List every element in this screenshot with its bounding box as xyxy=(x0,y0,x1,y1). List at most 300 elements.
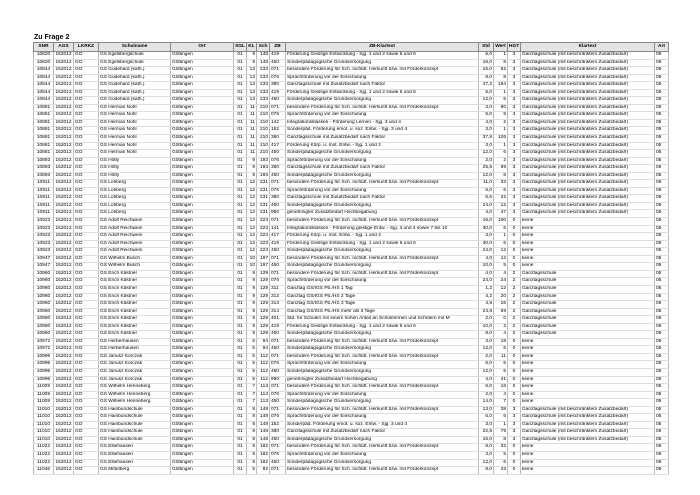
cell-wert: 2 xyxy=(494,119,508,127)
cell-snr: 10960 xyxy=(34,308,54,316)
cell-kl: 13 xyxy=(247,89,257,97)
cell-zb: 450 xyxy=(270,399,286,407)
cell-wert: 6 xyxy=(494,225,508,233)
cell-zb: 450 xyxy=(270,150,286,158)
cell-lkrkz: GÖ xyxy=(74,225,99,233)
cell-kl: 5 xyxy=(247,467,257,475)
cell-ort: Göttingen xyxy=(171,376,234,384)
cell-art: 05 xyxy=(655,225,669,233)
header-sch: Sch xyxy=(257,43,270,52)
cell-sgl: 01 xyxy=(234,421,247,429)
cell-std: 8,0 xyxy=(479,467,494,475)
cell-kl: 8 xyxy=(247,451,257,459)
cell-zb: 076 xyxy=(270,278,286,286)
cell-sch: 233 xyxy=(257,82,270,90)
table-row xyxy=(34,165,669,173)
cell-art: 05 xyxy=(655,165,669,173)
cell-klartext: Ganztagsschule (mit beschränktem Zusatzbedarf) xyxy=(521,67,655,75)
cell-snr: 10820 xyxy=(34,52,54,60)
cell-wert: 1 xyxy=(494,421,508,429)
cell-zb: 076 xyxy=(270,187,286,195)
cell-wert: 79 xyxy=(494,429,508,437)
cell-lkrkz: GÖ xyxy=(74,293,99,301)
table-row xyxy=(34,180,669,188)
table-row xyxy=(34,225,669,233)
cell-wert: 5 xyxy=(494,263,508,271)
cell-snr: 10844 xyxy=(34,67,54,75)
cell-sch: 94 xyxy=(257,338,270,346)
cell-art: 05 xyxy=(655,210,669,218)
cell-art: 05 xyxy=(655,278,669,286)
header-zb-klartext: ZB-Klartext xyxy=(286,43,479,52)
cell-schulname: GS Wilhelm Henneberg xyxy=(99,391,171,399)
cell-kl: 6 xyxy=(247,346,257,354)
cell-klartext: Ganztagsschule xyxy=(521,323,655,331)
cell-wert: 47 xyxy=(494,210,508,218)
cell-sgl: 01 xyxy=(234,97,247,105)
cell-snr: 10996 xyxy=(34,361,54,369)
cell-sgl: 01 xyxy=(234,338,247,346)
cell-sgl: 01 xyxy=(234,59,247,67)
cell-hgt: 3 xyxy=(508,195,521,203)
cell-sgl: 01 xyxy=(234,195,247,203)
cell-ort: Göttingen xyxy=(171,195,234,203)
cell-klartext: keine xyxy=(521,240,655,248)
cell-ags: 152012 xyxy=(54,368,74,376)
cell-ort: Göttingen xyxy=(171,331,234,339)
cell-lkrkz: GÖ xyxy=(74,180,99,188)
cell-zb: 071 xyxy=(270,467,286,475)
cell-schulname: GS Herman Nohl xyxy=(99,150,171,158)
cell-art: 05 xyxy=(655,384,669,392)
cell-ort: Göttingen xyxy=(171,52,234,60)
cell-zb-klartext: Sprachförderung vor der Einschulung xyxy=(286,414,479,422)
cell-art: 05 xyxy=(655,368,669,376)
cell-klartext: keine xyxy=(521,444,655,452)
cell-zb: 071 xyxy=(270,384,286,392)
cell-hgt: 0 xyxy=(508,263,521,271)
cell-klartext: Ganztagsschule (mit beschränktem Zusatzbedarf) xyxy=(521,414,655,422)
cell-snr: 10960 xyxy=(34,293,54,301)
cell-zb-klartext: Sonderpädagogische Grundversorgung xyxy=(286,202,479,210)
table-row xyxy=(34,278,669,286)
cell-zb-klartext: Sonderpäd. Förderung emot. u. soz. Entw. - Sjg. 3 und 4 xyxy=(286,127,479,135)
cell-kl: 13 xyxy=(247,67,257,75)
cell-kl: 7 xyxy=(247,384,257,392)
cell-kl: 9 xyxy=(247,52,257,60)
cell-sch: 193 xyxy=(257,157,270,165)
cell-schulname: GS Herman Nohl xyxy=(99,135,171,143)
cell-sch: 182 xyxy=(257,451,270,459)
cell-ort: Göttingen xyxy=(171,104,234,112)
cell-hgt: 3 xyxy=(508,202,521,210)
cell-schulname: GS Adolf Reichwein xyxy=(99,225,171,233)
cell-schulname: GS Erich Kästner xyxy=(99,285,171,293)
cell-zb: 419 xyxy=(270,52,286,60)
cell-snr: 11009 xyxy=(34,399,54,407)
cell-hgt: 2 xyxy=(508,331,521,339)
cell-std: 24,0 xyxy=(479,248,494,256)
cell-hgt: 3 xyxy=(508,89,521,97)
cell-kl: 12 xyxy=(247,210,257,218)
cell-sgl: 01 xyxy=(234,225,247,233)
cell-kl: 6 xyxy=(247,338,257,346)
cell-kl: 8 xyxy=(247,406,257,414)
cell-hgt: 0 xyxy=(508,255,521,263)
cell-sch: 193 xyxy=(257,172,270,180)
cell-lkrkz: GÖ xyxy=(74,361,99,369)
cell-zb: 380 xyxy=(270,429,286,437)
cell-wert: 194 xyxy=(494,82,508,90)
cell-ags: 152012 xyxy=(54,436,74,444)
cell-lkrkz: GÖ xyxy=(74,119,99,127)
cell-wert: 6 xyxy=(494,346,508,354)
cell-art: 05 xyxy=(655,89,669,97)
cell-hgt: 2 xyxy=(508,293,521,301)
cell-snr: 10996 xyxy=(34,353,54,361)
cell-std: 6,0 xyxy=(479,384,494,392)
cell-schulname: GS Hainbundschule xyxy=(99,436,171,444)
cell-std: 2,0 xyxy=(479,157,494,165)
cell-art: 05 xyxy=(655,421,669,429)
cell-snr: 10911 xyxy=(34,210,54,218)
cell-snr: 10911 xyxy=(34,187,54,195)
cell-snr: 10960 xyxy=(34,278,54,286)
cell-schulname: GS Elliehausen xyxy=(99,459,171,467)
cell-schulname: GS Erich Kästner xyxy=(99,323,171,331)
cell-schulname: GS Hainbundschule xyxy=(99,406,171,414)
table-row xyxy=(34,67,669,75)
cell-zb: 071 xyxy=(270,104,286,112)
cell-wert: 6 xyxy=(494,97,508,105)
cell-zb: 450 xyxy=(270,331,286,339)
cell-wert: 12 xyxy=(494,285,508,293)
cell-ort: Göttingen xyxy=(171,240,234,248)
cell-sch: 129 xyxy=(257,323,270,331)
cell-hgt: 3 xyxy=(508,150,521,158)
cell-sgl: 01 xyxy=(234,459,247,467)
table-row xyxy=(34,399,669,407)
cell-kl: 9 xyxy=(247,285,257,293)
cell-klartext: keine xyxy=(521,346,655,354)
table-row xyxy=(34,368,669,376)
cell-std: 8,0 xyxy=(479,74,494,82)
cell-sch: 129 xyxy=(257,270,270,278)
cell-lkrkz: GÖ xyxy=(74,240,99,248)
cell-ags: 152012 xyxy=(54,150,74,158)
cell-kl: 11 xyxy=(247,112,257,120)
cell-schulname: GS Wilhelm Henneberg xyxy=(99,384,171,392)
cell-sgl: 01 xyxy=(234,218,247,226)
cell-zb-klartext: besondere Förderung für Sch. nichtdt. Herkunft bzw. mit Förderkonzept xyxy=(286,338,479,346)
cell-schulname: GS Elliehausen xyxy=(99,451,171,459)
cell-sgl: 01 xyxy=(234,157,247,165)
cell-sgl: 01 xyxy=(234,127,247,135)
cell-ort: Göttingen xyxy=(171,82,234,90)
header-art: Art xyxy=(655,43,669,52)
cell-kl: 9 xyxy=(247,278,257,286)
cell-sch: 223 xyxy=(257,233,270,241)
cell-sch: 129 xyxy=(257,301,270,309)
cell-ags: 152012 xyxy=(54,301,74,309)
cell-schulname: GS Godehard (kath.) xyxy=(99,67,171,75)
cell-std: 4,0 xyxy=(479,376,494,384)
cell-zb-klartext: Sonderpäd. Förderung emot. u. soz. Entw. - Sjg. 3 und 4 xyxy=(286,421,479,429)
cell-ags: 152012 xyxy=(54,59,74,67)
cell-sch: 148 xyxy=(257,406,270,414)
cell-hgt: 3 xyxy=(508,421,521,429)
cell-snr: 10881 xyxy=(34,112,54,120)
cell-sgl: 01 xyxy=(234,270,247,278)
cell-lkrkz: GÖ xyxy=(74,301,99,309)
cell-lkrkz: GÖ xyxy=(74,112,99,120)
cell-klartext: Ganztagsschule (mit beschränktem Zusatzbedarf) xyxy=(521,187,655,195)
cell-kl: 12 xyxy=(247,187,257,195)
cell-schulname: GS Hölty xyxy=(99,165,171,173)
table-row xyxy=(34,406,669,414)
cell-ags: 152012 xyxy=(54,142,74,150)
cell-zb-klartext: Sonderpädagogische Grundversorgung xyxy=(286,172,479,180)
cell-lkrkz: GÖ xyxy=(74,172,99,180)
cell-lkrkz: GÖ xyxy=(74,127,99,135)
cell-lkrkz: GÖ xyxy=(74,429,99,437)
cell-sgl: 01 xyxy=(234,467,247,475)
cell-hgt: 0 xyxy=(508,346,521,354)
cell-zb-klartext: Förderung Geistige Entwicklung - Sjg. 1 und 2 sowie 5 und 6 xyxy=(286,240,479,248)
cell-sch: 223 xyxy=(257,240,270,248)
cell-wert: 4 xyxy=(494,331,508,339)
cell-kl: 12 xyxy=(247,225,257,233)
cell-zb-klartext: besondere Förderung für Sch. nichtdt. Herkunft bzw. mit Förderkonzept xyxy=(286,67,479,75)
cell-art: 05 xyxy=(655,436,669,444)
table-row xyxy=(34,444,669,452)
cell-hgt: 3 xyxy=(508,180,521,188)
cell-schulname: GS Egelsbergschule xyxy=(99,52,171,60)
cell-ags: 152012 xyxy=(54,157,74,165)
cell-std: 6,6 xyxy=(479,195,494,203)
cell-art: 05 xyxy=(655,376,669,384)
cell-lkrkz: GÖ xyxy=(74,270,99,278)
cell-sgl: 01 xyxy=(234,406,247,414)
cell-std: 10,0 xyxy=(479,263,494,271)
cell-schulname: GS Lohberg xyxy=(99,195,171,203)
cell-sch: 148 xyxy=(257,59,270,67)
table-row xyxy=(34,323,669,331)
table-row xyxy=(34,104,669,112)
cell-sch: 82 xyxy=(257,467,270,475)
table-row xyxy=(34,74,669,82)
cell-std: 12,0 xyxy=(479,97,494,105)
cell-ags: 152012 xyxy=(54,421,74,429)
cell-zb-klartext: Sonderpädagogische Grundversorgung xyxy=(286,331,479,339)
table-row xyxy=(34,127,669,135)
cell-zb-klartext: Sonderpädagogische Grundversorgung xyxy=(286,346,479,354)
cell-hgt: 3 xyxy=(508,406,521,414)
cell-wert: 1 xyxy=(494,89,508,97)
cell-schulname: GS Erich Kästner xyxy=(99,301,171,309)
cell-ort: Göttingen xyxy=(171,180,234,188)
cell-ags: 152012 xyxy=(54,316,74,324)
cell-zb-klartext: Sonderpädagogische Grundversorgung xyxy=(286,436,479,444)
cell-wert: 2 xyxy=(494,323,508,331)
cell-schulname: GS Hölty xyxy=(99,172,171,180)
cell-snr: 11022 xyxy=(34,444,54,452)
table-row xyxy=(34,301,669,309)
cell-lkrkz: GÖ xyxy=(74,195,99,203)
table-row xyxy=(34,59,669,67)
cell-wert: 6 xyxy=(494,150,508,158)
table-row xyxy=(34,384,669,392)
cell-wert: 5 xyxy=(494,451,508,459)
cell-art: 05 xyxy=(655,97,669,105)
cell-lkrkz: GÖ xyxy=(74,218,99,226)
cell-lkrkz: GÖ xyxy=(74,391,99,399)
cell-std: 6,0 xyxy=(479,414,494,422)
cell-schulname: GS Wilhelm Busch xyxy=(99,255,171,263)
cell-kl: 10 xyxy=(247,263,257,271)
cell-sgl: 01 xyxy=(234,180,247,188)
cell-snr: 11022 xyxy=(34,459,54,467)
cell-std: 47,2 xyxy=(479,82,494,90)
cell-ags: 152012 xyxy=(54,97,74,105)
cell-sgl: 01 xyxy=(234,248,247,256)
table-row xyxy=(34,421,669,429)
cell-hgt: 3 xyxy=(508,97,521,105)
cell-kl: 12 xyxy=(247,195,257,203)
cell-wert: 6 xyxy=(494,361,508,369)
cell-zb: 450 xyxy=(270,459,286,467)
cell-lkrkz: GÖ xyxy=(74,467,99,475)
cell-lkrkz: GÖ xyxy=(74,142,99,150)
cell-kl: 8 xyxy=(247,414,257,422)
cell-zb-klartext: Ganztag GS/IGS Pb./HS mehr als 3 Tage xyxy=(286,308,479,316)
cell-kl: 6 xyxy=(247,361,257,369)
cell-klartext: Ganztagsschule (mit beschränktem Zusatzbedarf) xyxy=(521,135,655,143)
cell-ort: Göttingen xyxy=(171,255,234,263)
cell-sch: 113 xyxy=(257,391,270,399)
cell-ort: Göttingen xyxy=(171,142,234,150)
cell-zb-klartext: Sonderpädagogische Grundversorgung xyxy=(286,459,479,467)
cell-wert: 5 xyxy=(494,112,508,120)
cell-zb-klartext: Förderung Körp. u. mot. Entw. - Sjg. 1 und 2 xyxy=(286,142,479,150)
cell-ort: Göttingen xyxy=(171,406,234,414)
table-row xyxy=(34,376,669,384)
cell-wert: 59 xyxy=(494,308,508,316)
cell-zb-klartext: Sprachförderung vor der Einschulung xyxy=(286,361,479,369)
cell-sgl: 01 xyxy=(234,444,247,452)
cell-schulname: GS Erich Kästner xyxy=(99,331,171,339)
cell-ort: Göttingen xyxy=(171,67,234,75)
table-row xyxy=(34,459,669,467)
cell-klartext: Ganztagsschule (mit beschränktem Zusatzbedarf) xyxy=(521,97,655,105)
cell-schulname: GS Wilhelm Henneberg xyxy=(99,399,171,407)
cell-ort: Göttingen xyxy=(171,316,234,324)
cell-klartext: keine xyxy=(521,255,655,263)
cell-sgl: 01 xyxy=(234,323,247,331)
cell-ort: Göttingen xyxy=(171,391,234,399)
cell-sgl: 01 xyxy=(234,187,247,195)
cell-sch: 231 xyxy=(257,180,270,188)
cell-wert: 126 xyxy=(494,135,508,143)
cell-zb: 071 xyxy=(270,255,286,263)
cell-zb-klartext: Sonderpädagogische Grundversorgung xyxy=(286,263,479,271)
cell-std: 3,0 xyxy=(479,233,494,241)
cell-snr: 10960 xyxy=(34,323,54,331)
cell-zb: 950 xyxy=(270,376,286,384)
table-row xyxy=(34,52,669,60)
cell-klartext: Ganztagsschule (mit beschränktem Zusatzbedarf) xyxy=(521,421,655,429)
cell-kl: 12 xyxy=(247,248,257,256)
cell-kl: 6 xyxy=(247,376,257,384)
cell-snr: 10820 xyxy=(34,59,54,67)
cell-art: 05 xyxy=(655,104,669,112)
cell-sgl: 01 xyxy=(234,202,247,210)
cell-ort: Göttingen xyxy=(171,429,234,437)
cell-hgt: 0 xyxy=(508,368,521,376)
cell-sgl: 01 xyxy=(234,436,247,444)
cell-snr: 10893 xyxy=(34,165,54,173)
cell-zb: 071 xyxy=(270,270,286,278)
cell-lkrkz: GÖ xyxy=(74,67,99,75)
cell-sch: 112 xyxy=(257,376,270,384)
cell-std: 4,2 xyxy=(479,293,494,301)
cell-klartext: keine xyxy=(521,338,655,346)
cell-klartext: keine xyxy=(521,384,655,392)
cell-lkrkz: GÖ xyxy=(74,255,99,263)
cell-hgt: 3 xyxy=(508,429,521,437)
cell-snr: 10923 xyxy=(34,225,54,233)
cell-std: 15,0 xyxy=(479,67,494,75)
cell-schulname: GS Elliehausen xyxy=(99,444,171,452)
cell-wert: 16 xyxy=(494,301,508,309)
table-row xyxy=(34,316,669,324)
cell-snr: 10893 xyxy=(34,157,54,165)
cell-klartext: Ganztagsschule xyxy=(521,278,655,286)
cell-lkrkz: GÖ xyxy=(74,368,99,376)
cell-snr: 10947 xyxy=(34,255,54,263)
cell-snr: 11010 xyxy=(34,436,54,444)
cell-lkrkz: GÖ xyxy=(74,323,99,331)
cell-art: 05 xyxy=(655,285,669,293)
cell-zb-klartext: Sprachförderung vor der Einschulung xyxy=(286,187,479,195)
cell-snr: 11010 xyxy=(34,421,54,429)
cell-zb-klartext: Sprachförderung vor der Einschulung xyxy=(286,391,479,399)
cell-art: 05 xyxy=(655,406,669,414)
cell-sch: 148 xyxy=(257,436,270,444)
cell-zb: 417 xyxy=(270,142,286,150)
cell-sgl: 01 xyxy=(234,368,247,376)
cell-art: 05 xyxy=(655,293,669,301)
cell-klartext: Ganztagsschule (mit beschränktem Zusatzbedarf) xyxy=(521,52,655,60)
cell-zb-klartext: Sprachförderung vor der Einschulung xyxy=(286,451,479,459)
cell-hgt: 2 xyxy=(508,270,521,278)
cell-art: 05 xyxy=(655,316,669,324)
cell-klartext: Ganztagsschule (mit beschränktem Zusatzbedarf) xyxy=(521,172,655,180)
cell-ort: Göttingen xyxy=(171,338,234,346)
cell-ags: 152012 xyxy=(54,429,74,437)
cell-lkrkz: GÖ xyxy=(74,459,99,467)
cell-wert: 22 xyxy=(494,195,508,203)
cell-sch: 148 xyxy=(257,414,270,422)
header-ags: AGS xyxy=(54,43,74,52)
header-schulname: Schulname xyxy=(99,43,171,52)
table-row xyxy=(34,331,669,339)
cell-zb: 071 xyxy=(270,444,286,452)
cell-ags: 152012 xyxy=(54,225,74,233)
cell-schulname: GS Hainbundschule xyxy=(99,421,171,429)
cell-klartext: keine xyxy=(521,263,655,271)
cell-zb-klartext: Förderung Geistige Entwicklung - Sjg. 1 und 2 sowie 5 und 6 xyxy=(286,89,479,97)
